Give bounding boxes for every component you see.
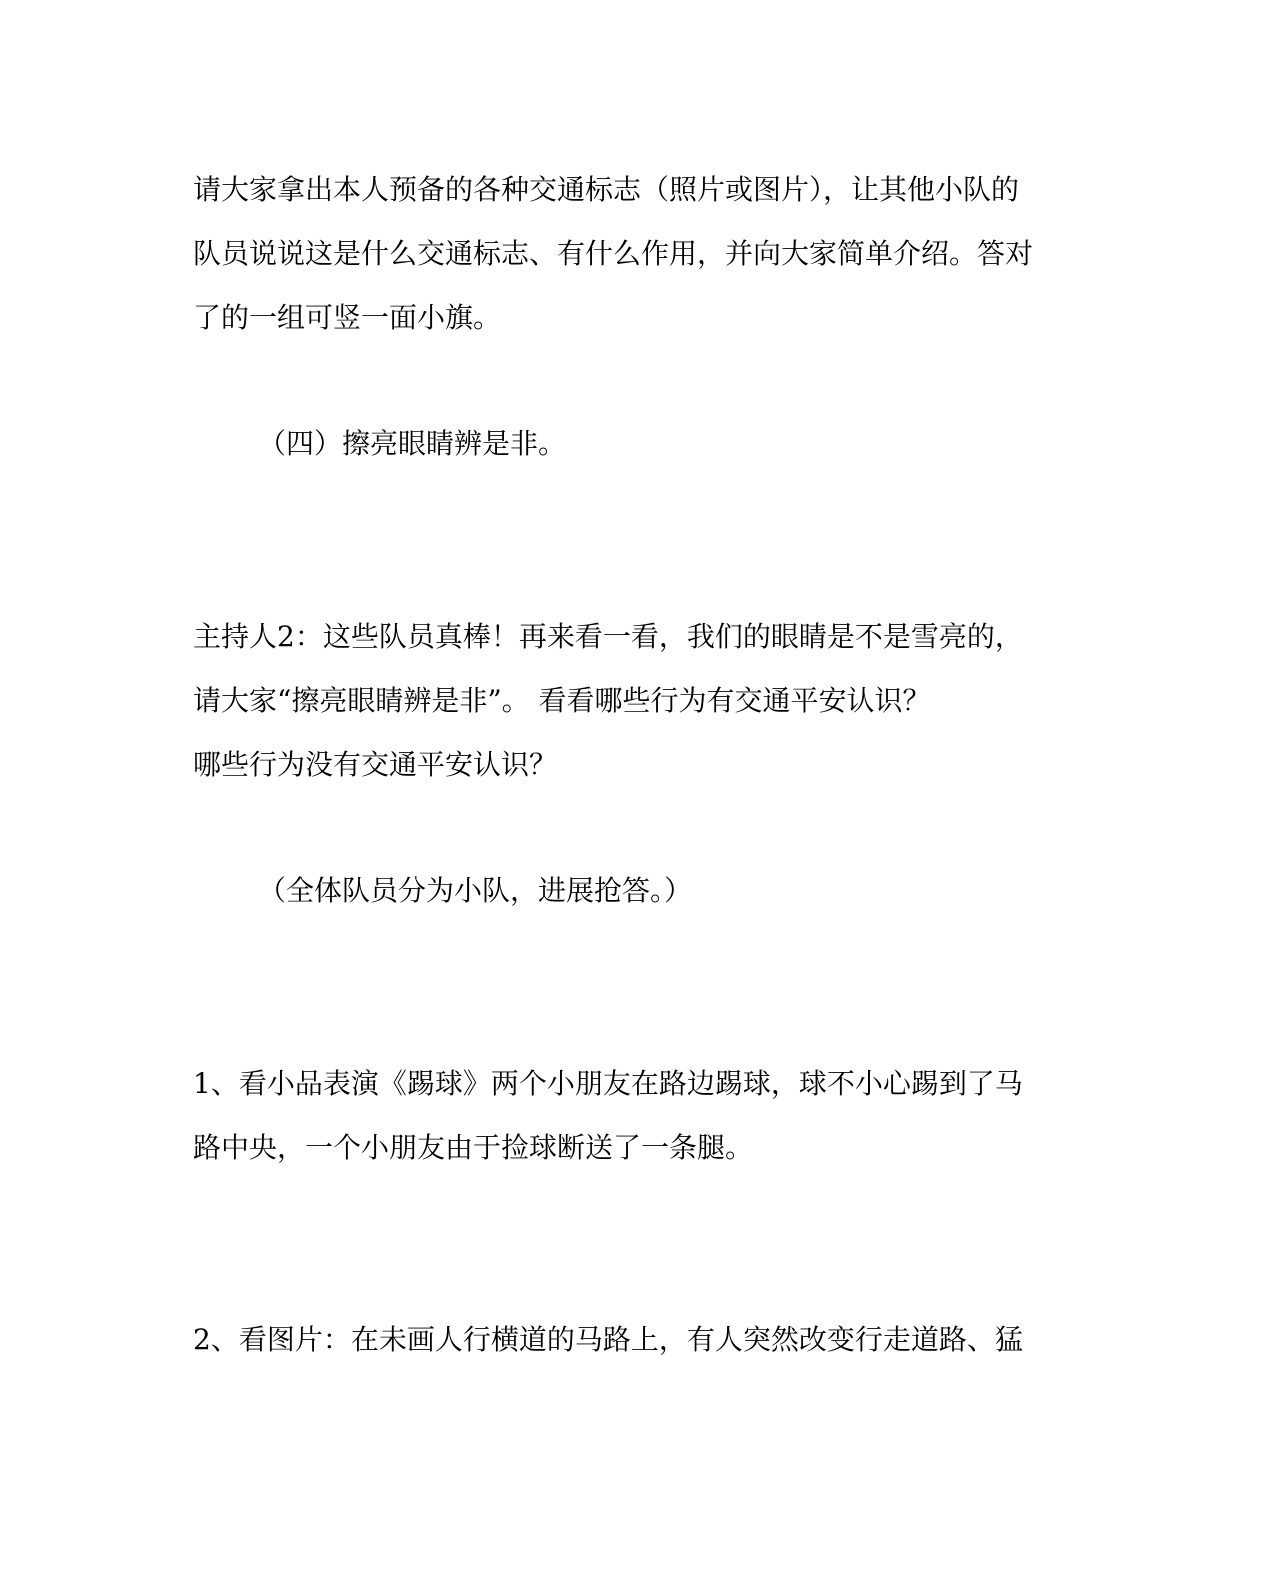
paragraph-line: 主持人2：这些队员真棒！再来看一看，我们的眼睛是不是雪亮的， — [193, 620, 1023, 653]
list-item-line: 2、看图片：在未画人行横道的马路上，有人突然改变行走道路、猛 — [193, 1323, 1023, 1356]
paragraph-line: 请大家拿出本人预备的各种交通标志（照片或图片），让其他小队的 — [193, 173, 1020, 206]
paragraph-line: 队员说说这是什么交通标志、有什么作用，并向大家简单介绍。答对 — [193, 237, 1034, 270]
paragraph-line: 请大家“擦亮眼睛辨是非”。 看看哪些行为有交通平安认识？ — [193, 684, 931, 717]
note-text: （全体队员分为小队，进展抢答。） — [258, 874, 693, 907]
list-item-line: 1、看小品表演《踢球》两个小朋友在路边踢球，球不小心踢到了马 — [193, 1067, 1023, 1100]
paragraph-line: 了的一组可竖一面小旗。 — [193, 301, 502, 334]
section-heading: （四）擦亮眼睛辨是非。 — [258, 427, 567, 460]
paragraph-line: 哪些行为没有交通平安认识？ — [193, 748, 558, 781]
list-item-line: 路中央，一个小朋友由于捡球断送了一条腿。 — [193, 1131, 754, 1164]
